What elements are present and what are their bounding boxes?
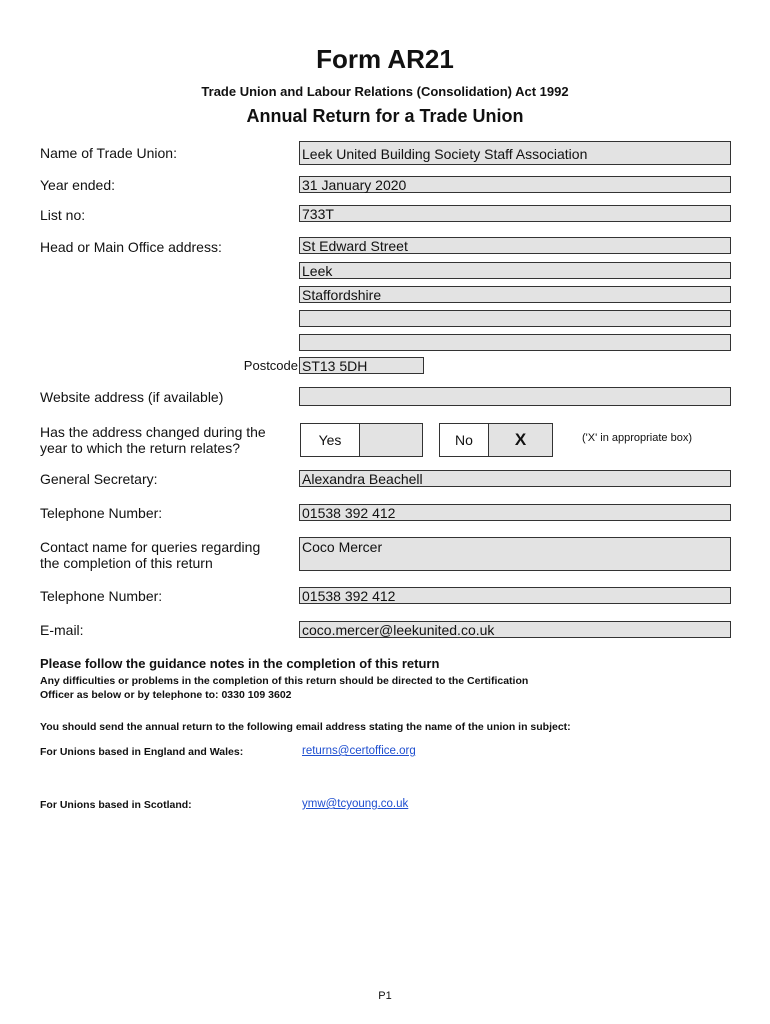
england-wales-email-link[interactable]: returns@certoffice.org [302,745,416,757]
address-line-1[interactable]: St Edward Street [299,237,731,254]
page-number: P1 [378,990,392,1002]
address-label: Head or Main Office address: [40,239,222,255]
contact-name-field[interactable]: Coco Mercer [299,537,731,571]
address-line-2[interactable]: Leek [299,262,731,279]
address-line-4[interactable] [299,310,731,327]
general-secretary-label: General Secretary: [40,471,158,487]
send-instructions: You should send the annual return to the following email address stating the name of the union in subject: [40,721,571,733]
no-option-label: No [439,423,489,457]
yes-checkbox[interactable] [359,423,423,457]
contact-label-line-1: Contact name for queries regarding [40,539,261,555]
general-secretary-field[interactable]: Alexandra Beachell [299,470,731,487]
year-ended-label: Year ended: [40,177,115,193]
guidance-text [40,674,660,702]
telephone-2-label: Telephone Number: [40,588,163,604]
union-name-field[interactable]: Leek United Building Society Staff Association [299,141,731,165]
telephone-label: Telephone Number: [40,505,163,521]
website-label: Website address (if available) [40,389,224,405]
website-field[interactable] [299,387,731,406]
guidance-line-1: Any difficulties or problems in the completion of this return should be directed to the Certification [40,675,529,687]
email-field[interactable]: coco.mercer@leekunited.co.uk [299,621,731,638]
year-ended-field[interactable]: 31 January 2020 [299,176,731,193]
mark-instruction-note: ('X' in appropriate box) [582,432,692,444]
guidance-heading: Please follow the guidance notes in the completion of this return [40,656,440,671]
guidance-line-2: Officer as below or by telephone to: 0330 109 3602 [40,689,292,701]
england-wales-label: For Unions based in England and Wales: [40,746,244,758]
act-subtitle: Trade Union and Labour Relations (Consolidation) Act 1992 [201,84,569,99]
postcode-label: Postcode [243,358,298,373]
address-line-3[interactable]: Staffordshire [299,286,731,303]
scotland-email-link[interactable]: ymw@tcyoung.co.uk [302,798,409,810]
telephone-field[interactable]: 01538 392 412 [299,504,731,521]
form-heading: Annual Return for a Trade Union [246,106,524,126]
address-changed-label-line-1: Has the address changed during the [40,424,266,440]
email-label: E-mail: [40,622,84,638]
address-changed-label-line-2: year to which the return relates? [40,440,240,456]
postcode-field[interactable]: ST13 5DH [299,357,424,374]
list-no-label: List no: [40,207,86,223]
no-checkbox[interactable]: X [488,423,553,457]
contact-label-line-2: the completion of this return [40,555,213,571]
yes-option-label: Yes [300,423,360,457]
form-title: Form AR21 [316,44,454,74]
scotland-label: For Unions based in Scotland: [40,799,192,811]
list-no-field[interactable]: 733T [299,205,731,222]
telephone-2-field[interactable]: 01538 392 412 [299,587,731,604]
address-line-5[interactable] [299,334,731,351]
union-name-label: Name of Trade Union: [40,145,177,161]
